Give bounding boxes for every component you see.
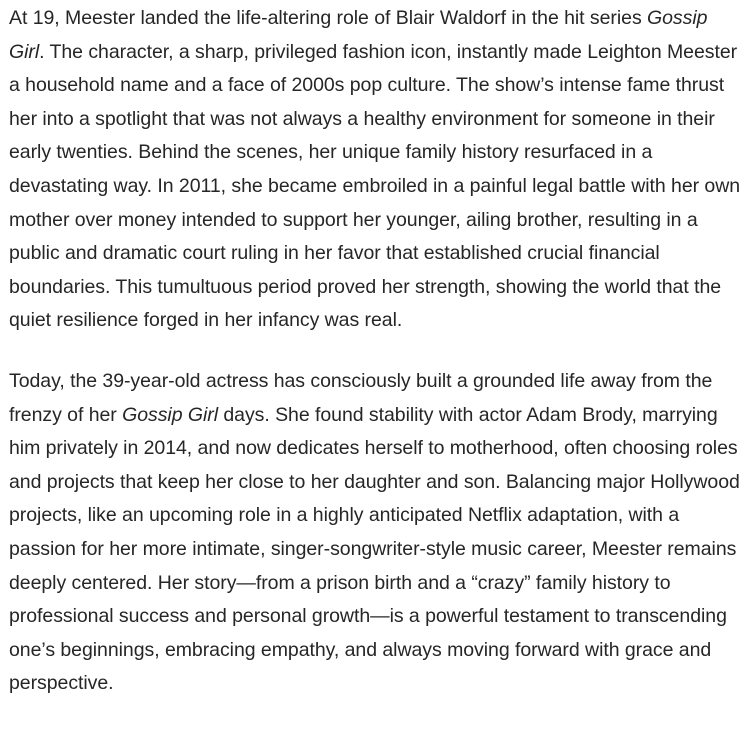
paragraph-text: . The character, a sharp, privileged fashion icon, instantly made Leighton Meester a household name and a face of 2000s pop culture. The show’s intense fame thrust her into a spotlight that was not always a healthy environment for someone in their early twenties. Behind the scenes, her unique family history resurfaced in a devastating way. In 2011, she became embroiled in a painful legal battle with her own mother over money intended to support her younger, ailing brother, resulting in a public and dramatic court ruling in her favor that established crucial financial boundaries. This tumultuous period proved her strength, showing the world that the quiet resilience forged in her infancy was real. (9, 40, 741, 332)
show-title-italic: Gossip Girl (9, 7, 708, 63)
paragraph-early-career (9, 2, 743, 338)
paragraph-text: days. She found stability with actor Adam Brody, marrying him privately in 2014, and now dedicates herself to motherhood, often choosing roles and projects that keep her close to her daughter and son. Balancing major Hollywood projects, like an upcoming role in a highly anticipated Netflix adaptation, with a passion for her more intimate, singer-songwriter-style music career, Meester remains deeply centered. Her story—from a prison birth and a “crazy” family history to professional success and personal growth—is a powerful testament to transcending one’s beginnings, embracing empathy, and always moving forward with grace and perspective. (9, 403, 740, 695)
paragraph-text: Today, the 39-year-old actress has consciously built a grounded life away from the frenzy of her (9, 369, 713, 426)
paragraph-today (9, 365, 743, 701)
article-body (9, 2, 743, 701)
show-title-italic: Gossip Girl (122, 403, 218, 426)
paragraph-text: At 19, Meester landed the life-altering role of Blair Waldorf in the hit series (9, 7, 648, 29)
